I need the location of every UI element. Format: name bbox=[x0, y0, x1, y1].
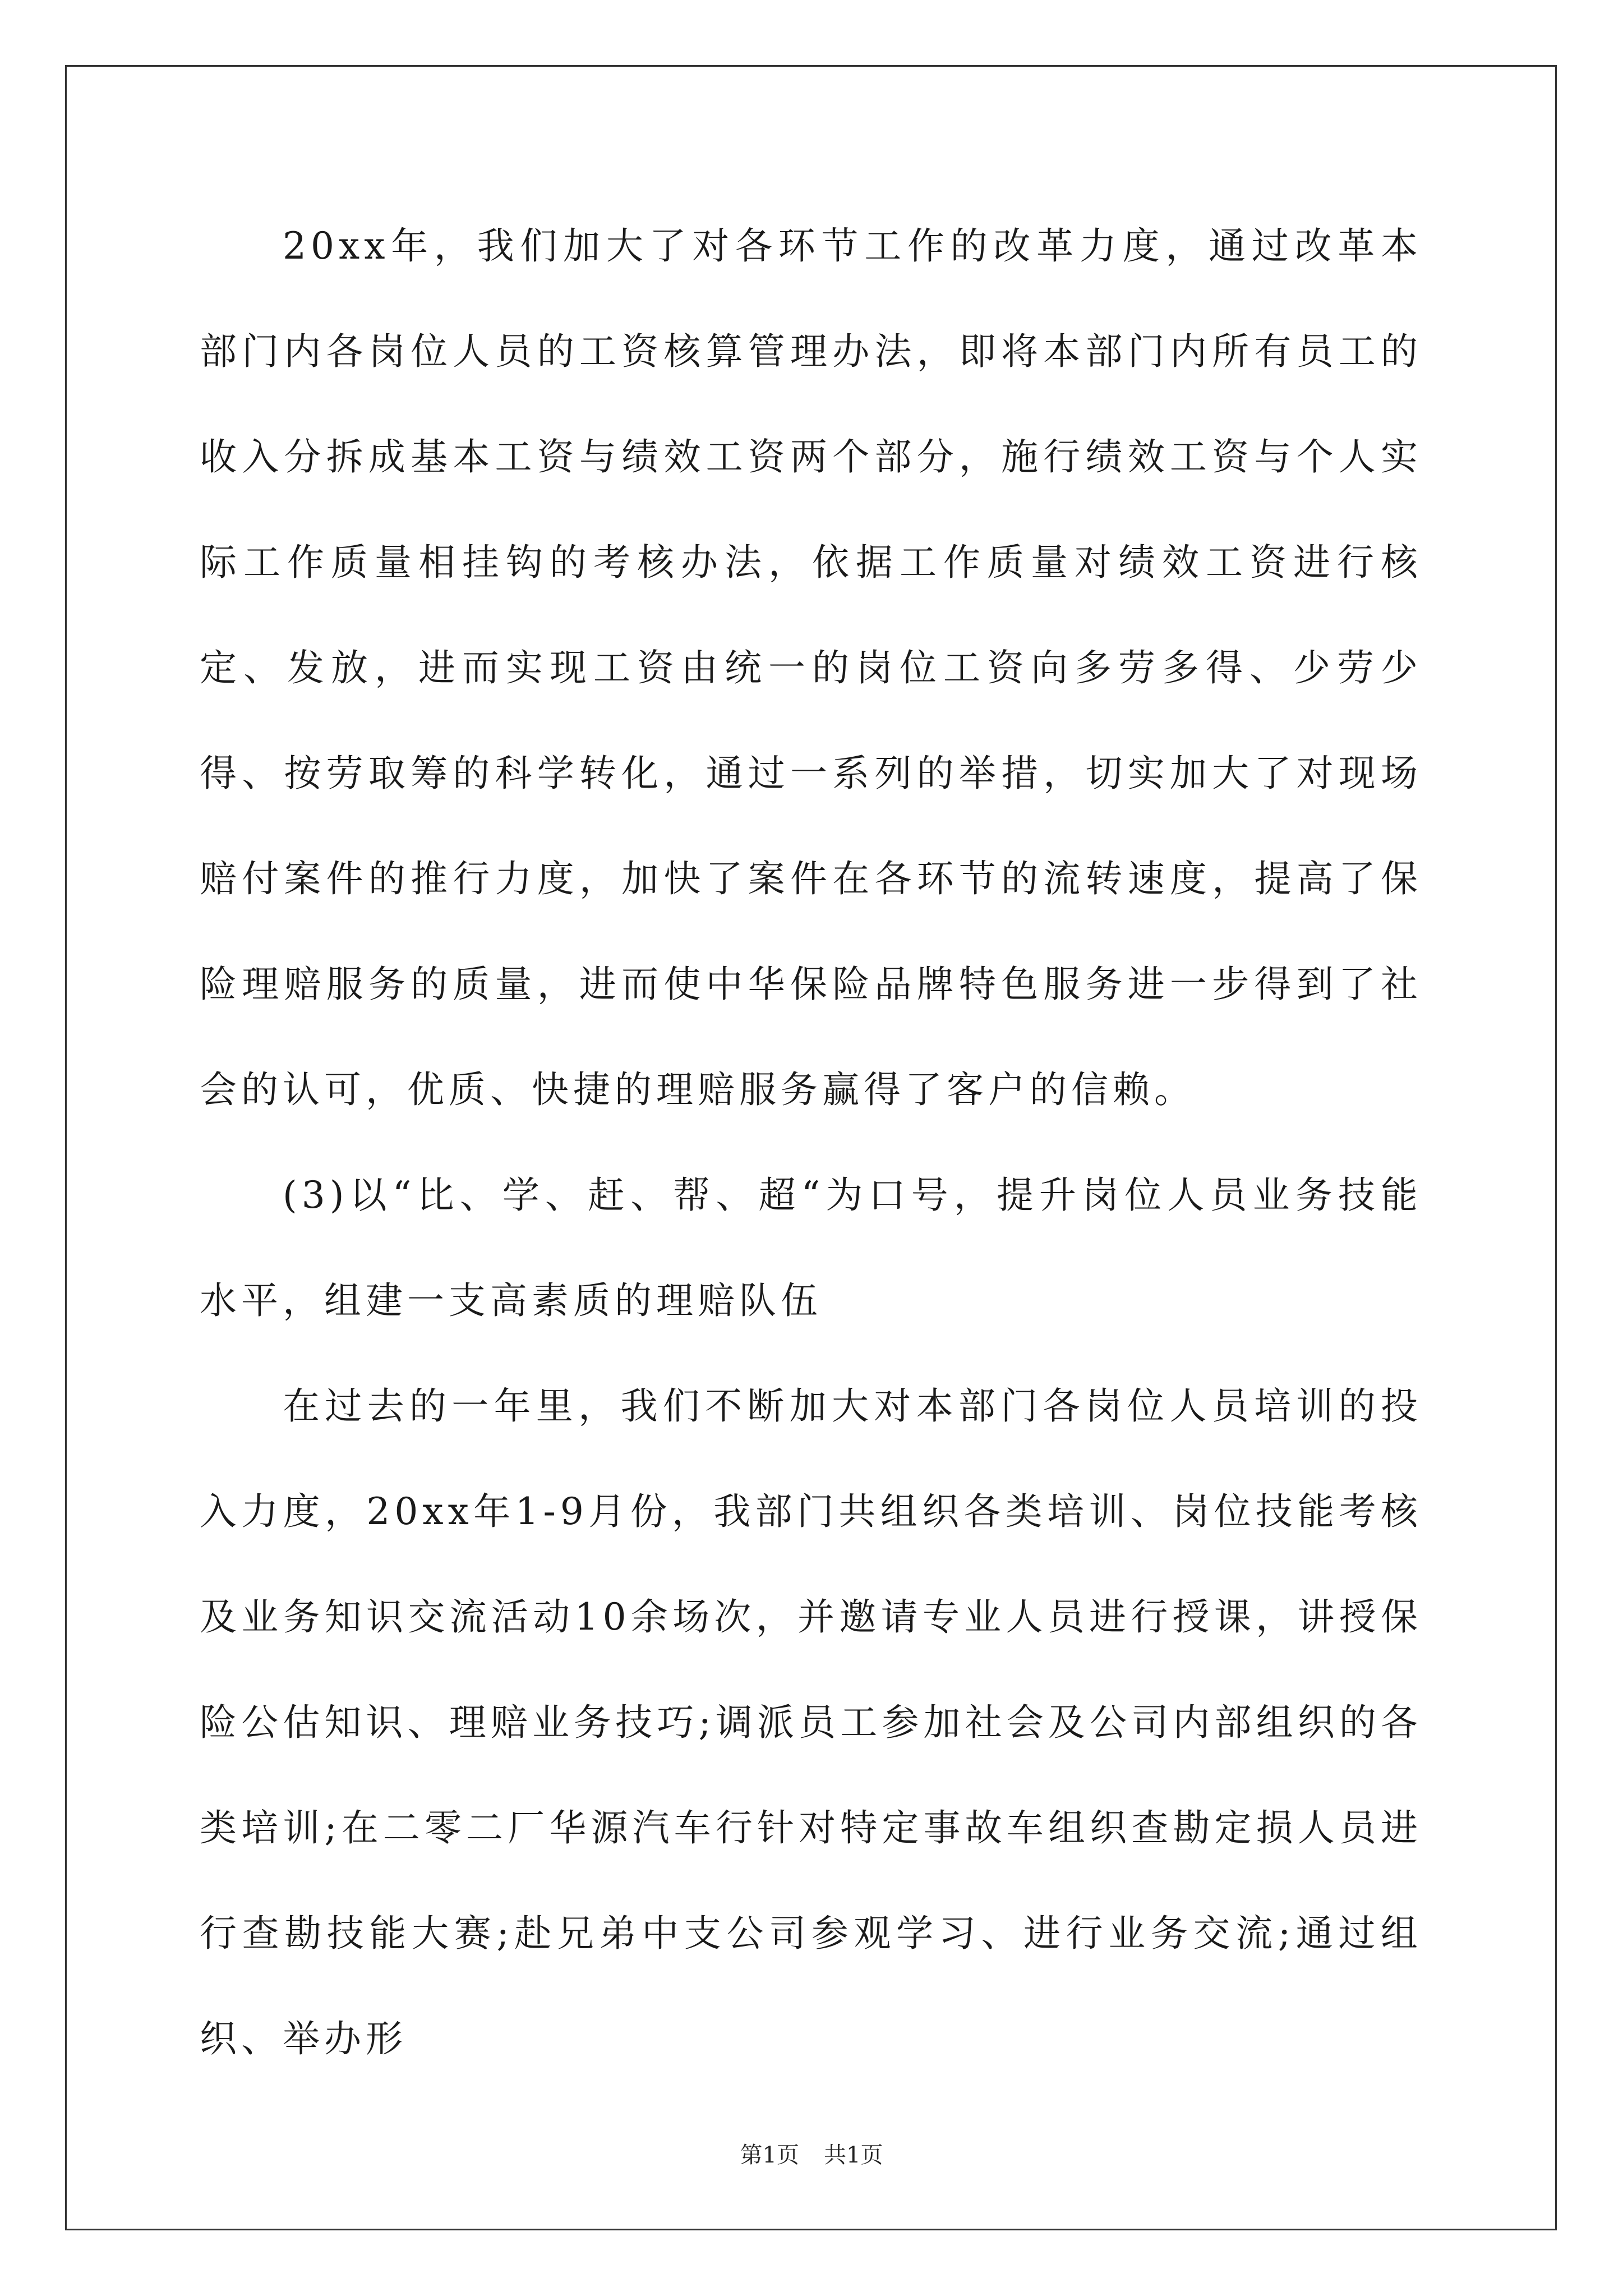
page-number-total: 共1页 bbox=[824, 2142, 883, 2168]
page-number-current: 第1页 bbox=[740, 2142, 799, 2168]
document-body bbox=[200, 194, 1422, 2092]
paragraph: (3)以“比、学、赶、帮、超“为口号，提升岗位人员业务技能水平，组建一支高素质的理赔队伍 bbox=[200, 1174, 1422, 1322]
paragraph: 20xx年，我们加大了对各环节工作的改革力度，通过改革本部门内各岗位人员的工资核算管理办法，即将本部门内所有员工的收入分拆成基本工资与绩效工资两个部分，施行绩效工资与个人实际工作质量相挂钩的考核办法，依据工作质量对绩效工资进行核定、发放，进而实现工资由统一的岗位工资向多劳多得、少劳少得、按劳取筹的科学转化，通过一系列的举措，切实加大了对现场赔付案件的推行力度，加快了案件在各环节的流转速度，提高了保险理赔服务的质量，进而使中华保险品牌特色服务进一步得到了社会的认可，优质、快捷的理赔服务赢得了客户的信赖。 bbox=[200, 224, 1422, 1111]
page-footer bbox=[0, 2137, 1623, 2169]
paragraph: 在过去的一年里，我们不断加大对本部门各岗位人员培训的投入力度，20xx年1-9月份，我部门共组织各类培训、岗位技能考核及业务知识交流活动10余场次，并邀请专业人员进行授课，讲授保险公估知识、理赔业务技巧;调派员工参加社会及公司内部组织的各类培训;在二零二厂华源汽车行针对特定事故车组织查勘定损人员进行查勘技能大赛;赴兄弟中支公司参观学习、进行业务交流;通过组织、举办形 bbox=[200, 1384, 1422, 2060]
